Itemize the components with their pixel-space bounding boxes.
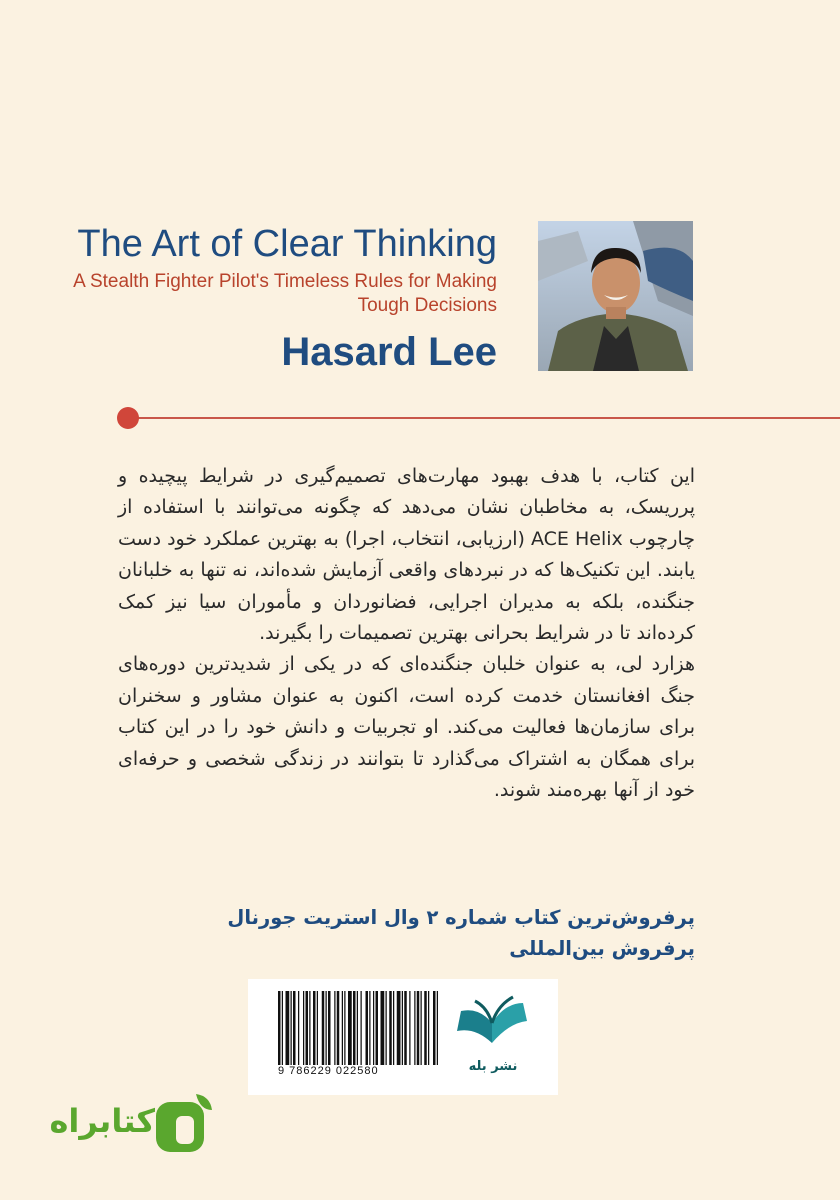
section-divider bbox=[128, 417, 840, 419]
barcode-bar bbox=[386, 991, 387, 1065]
barcode-bar bbox=[414, 991, 415, 1065]
barcode-bar bbox=[393, 991, 394, 1065]
barcode-bar bbox=[369, 991, 370, 1065]
barcode-bar bbox=[293, 991, 296, 1065]
author-photo bbox=[538, 221, 693, 371]
barcode-bar bbox=[303, 991, 304, 1065]
barcode-bar bbox=[417, 991, 420, 1065]
description-paragraph-2: هزارد لی، به عنوان خلبان جنگنده‌ای که در یکی از شدیدترین دوره‌های جنگ افغانستان خدمت کرده است، اکنون به عنوان مشاور و سخنران برای سازمان‌ها فعالیت می‌کند. او تجربیات و دانش خود را در این کتاب برای همگان به اشتراک می‌گذارد تا بتوانند در زندگی شخصی و حرفه‌ای خود از آنها بهره‌مند شوند. bbox=[118, 653, 695, 802]
barcode-bar bbox=[409, 991, 410, 1065]
barcode-bar bbox=[424, 991, 427, 1065]
barcode-bar bbox=[353, 991, 356, 1065]
barcode-bar bbox=[298, 991, 299, 1065]
ketabrah-wordmark: کتابراه bbox=[49, 1102, 155, 1140]
barcode-bar bbox=[376, 991, 379, 1065]
ketabrah-logo bbox=[40, 1090, 215, 1160]
barcode-bar bbox=[282, 991, 283, 1065]
barcode-bar bbox=[313, 991, 316, 1065]
publisher-book-icon bbox=[453, 993, 531, 1053]
ketabrah-book-icon bbox=[152, 1092, 216, 1156]
barcode-bar bbox=[402, 991, 403, 1065]
book-title: The Art of Clear Thinking bbox=[77, 223, 497, 265]
author-name: Hasard Lee bbox=[281, 330, 497, 374]
barcode-bar bbox=[344, 991, 345, 1065]
barcode-bar bbox=[328, 991, 331, 1065]
barcode-bar bbox=[322, 991, 325, 1065]
divider-dot bbox=[117, 407, 139, 429]
barcode-bar bbox=[389, 991, 392, 1065]
barcode-bar bbox=[306, 991, 309, 1065]
barcode-bar bbox=[373, 991, 374, 1065]
promo-line-1: پرفروش‌ترین کتاب شماره ۲ وال استریت جورنال bbox=[227, 906, 695, 929]
barcode-bar bbox=[342, 991, 343, 1065]
barcode-bar bbox=[437, 991, 438, 1065]
barcode-bar bbox=[348, 991, 352, 1065]
barcode-panel bbox=[248, 979, 558, 1095]
description-paragraph-1: این کتاب، با هدف بهبود مهارت‌های تصمیم‌گیری در شرایط پیچیده و پرریسک، به مخاطبان نشان می‌دهد که چگونه می‌توانند با استفاده از چارچوب ACE Helix (ارزیابی، انتخاب، اجرا) به بهترین عملکرد خود دست یابند. این تکنیک‌ها که در نبردهای واقعی آزمایش شده‌اند، نه تنها به خلبانان جنگنده، بلکه به مدیران اجرایی، فضانوردان و مأموران سیا نیز کمک کرده‌اند تا در شرایط بحرانی بهترین تصمیمات را بگیرند. bbox=[118, 465, 695, 645]
barcode-bar bbox=[381, 991, 385, 1065]
barcode-bar bbox=[334, 991, 335, 1065]
isbn-number: 9 786229 022580 bbox=[278, 1065, 379, 1077]
bestseller-promo bbox=[118, 902, 695, 964]
book-subtitle: A Stealth Fighter Pilot's Timeless Rules for Making Tough Decisions bbox=[73, 271, 497, 316]
barcode-bar bbox=[278, 991, 281, 1065]
barcode-bar bbox=[326, 991, 327, 1065]
barcode-bar bbox=[286, 991, 290, 1065]
barcode-bar bbox=[357, 991, 358, 1065]
barcode-bar bbox=[361, 991, 362, 1065]
barcode-bar bbox=[337, 991, 340, 1065]
book-description bbox=[118, 461, 695, 806]
publisher-name: نشر بله bbox=[468, 1059, 518, 1074]
isbn-barcode bbox=[278, 991, 438, 1065]
promo-line-2: پرفروش بین‌المللی bbox=[509, 937, 695, 960]
barcode-bar bbox=[397, 991, 401, 1065]
barcode-bar bbox=[317, 991, 318, 1065]
barcode-bar bbox=[309, 991, 310, 1065]
barcode-bar bbox=[366, 991, 369, 1065]
barcode-bar bbox=[433, 991, 436, 1065]
barcode-bar bbox=[428, 991, 429, 1065]
barcode-bar bbox=[421, 991, 422, 1065]
barcode-bar bbox=[291, 991, 292, 1065]
barcode-bar bbox=[404, 991, 407, 1065]
